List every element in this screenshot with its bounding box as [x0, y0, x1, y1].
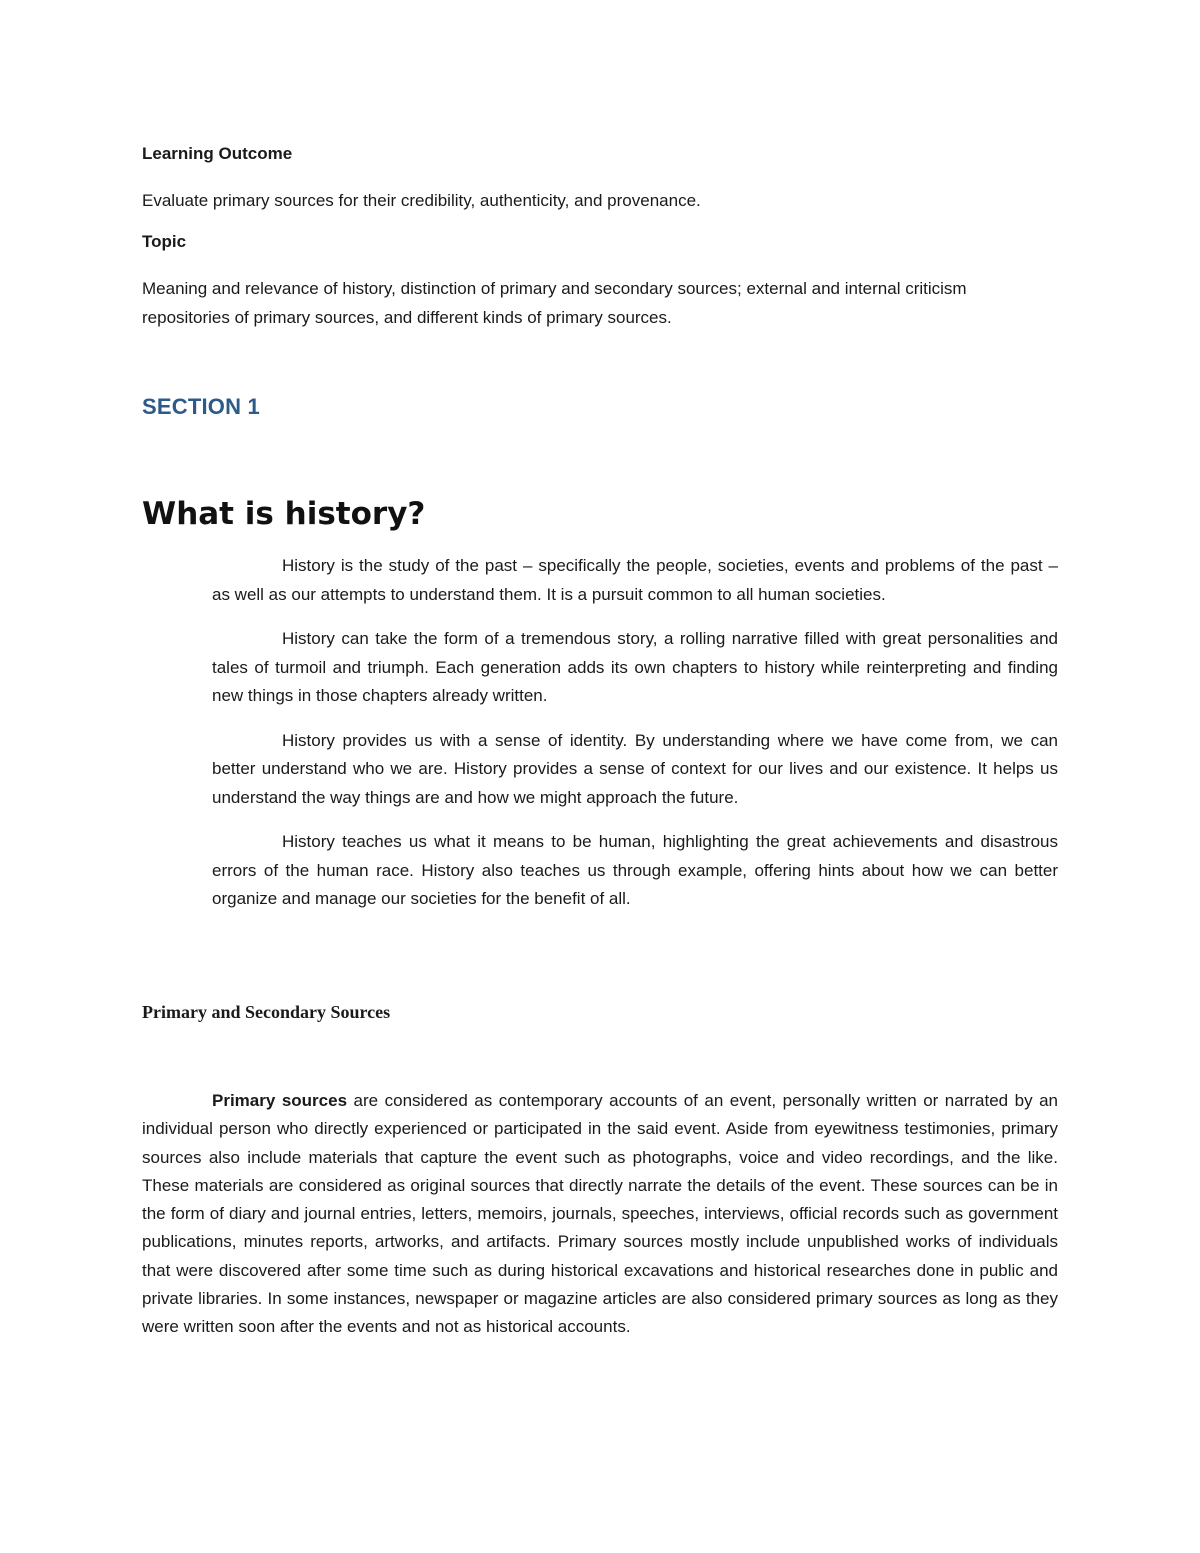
history-paragraph-2: History can take the form of a tremendous story, a rolling narrative filled with great personalities and tales of turmoil and triumph. Each generation adds its own chapters to history while reinterpreting and finding new things in those chapters already written. — [212, 629, 1058, 705]
topic-text: Meaning and relevance of history, distinction of primary and secondary sources; external and internal criticism repositories of primary sources, and different kinds of primary sources. — [142, 279, 967, 327]
section-heading: SECTION 1 — [142, 394, 260, 419]
sources-heading: Primary and Secondary Sources — [142, 1002, 391, 1022]
main-heading: What is history? — [142, 496, 426, 532]
primary-sources-section — [142, 1087, 1058, 1342]
learning-outcome-label: Learning Outcome — [142, 144, 293, 163]
history-paragraph-1: History is the study of the past – specifically the people, societies, events and problems of the past – as well as our attempts to understand them. It is a pursuit common to all human societies. — [212, 556, 1058, 604]
history-paragraphs — [212, 552, 1058, 930]
history-paragraph-4: History teaches us what it means to be human, highlighting the great achievements and disastrous errors of the human race. History also teaches us through example, offering hints about how we can better organize and manage our societies for the benefit of all. — [212, 832, 1058, 908]
history-paragraph-3: History provides us with a sense of identity. By understanding where we have come from, we can better understand who we are. History provides a sense of context for our lives and our existence. It helps us understand the way things are and how we might approach the future. — [212, 730, 1058, 807]
primary-sources-term: Primary sources — [212, 1091, 348, 1110]
learning-outcome-text: Evaluate primary sources for their credibility, authenticity, and provenance. — [142, 191, 701, 210]
topic-label: Topic — [142, 232, 187, 251]
primary-sources-text: are considered as contemporary accounts of an event, personally written or narrated by an individual person who directly experienced or participated in the said event. Aside from eyewitness testimonies, primary sources also include materials that capture the event such as photographs, voice and video recordings, and the like. These materials are considered as original sources that directly narrate the details of the event. These sources can be in the form of diary and journal entries, letters, memoirs, journals, speeches, interviews, official records such as government publications, minutes reports, artworks, and artifacts. Primary sources mostly include unpublished works of individuals that were discovered after some time such as during historical excavations and historical researches done in public and private libraries. In some instances, newspaper or magazine articles are also considered primary sources as long as they were written soon after the events and not as historical accounts. — [142, 1091, 1058, 1337]
primary-sources-paragraph — [142, 1087, 1058, 1342]
